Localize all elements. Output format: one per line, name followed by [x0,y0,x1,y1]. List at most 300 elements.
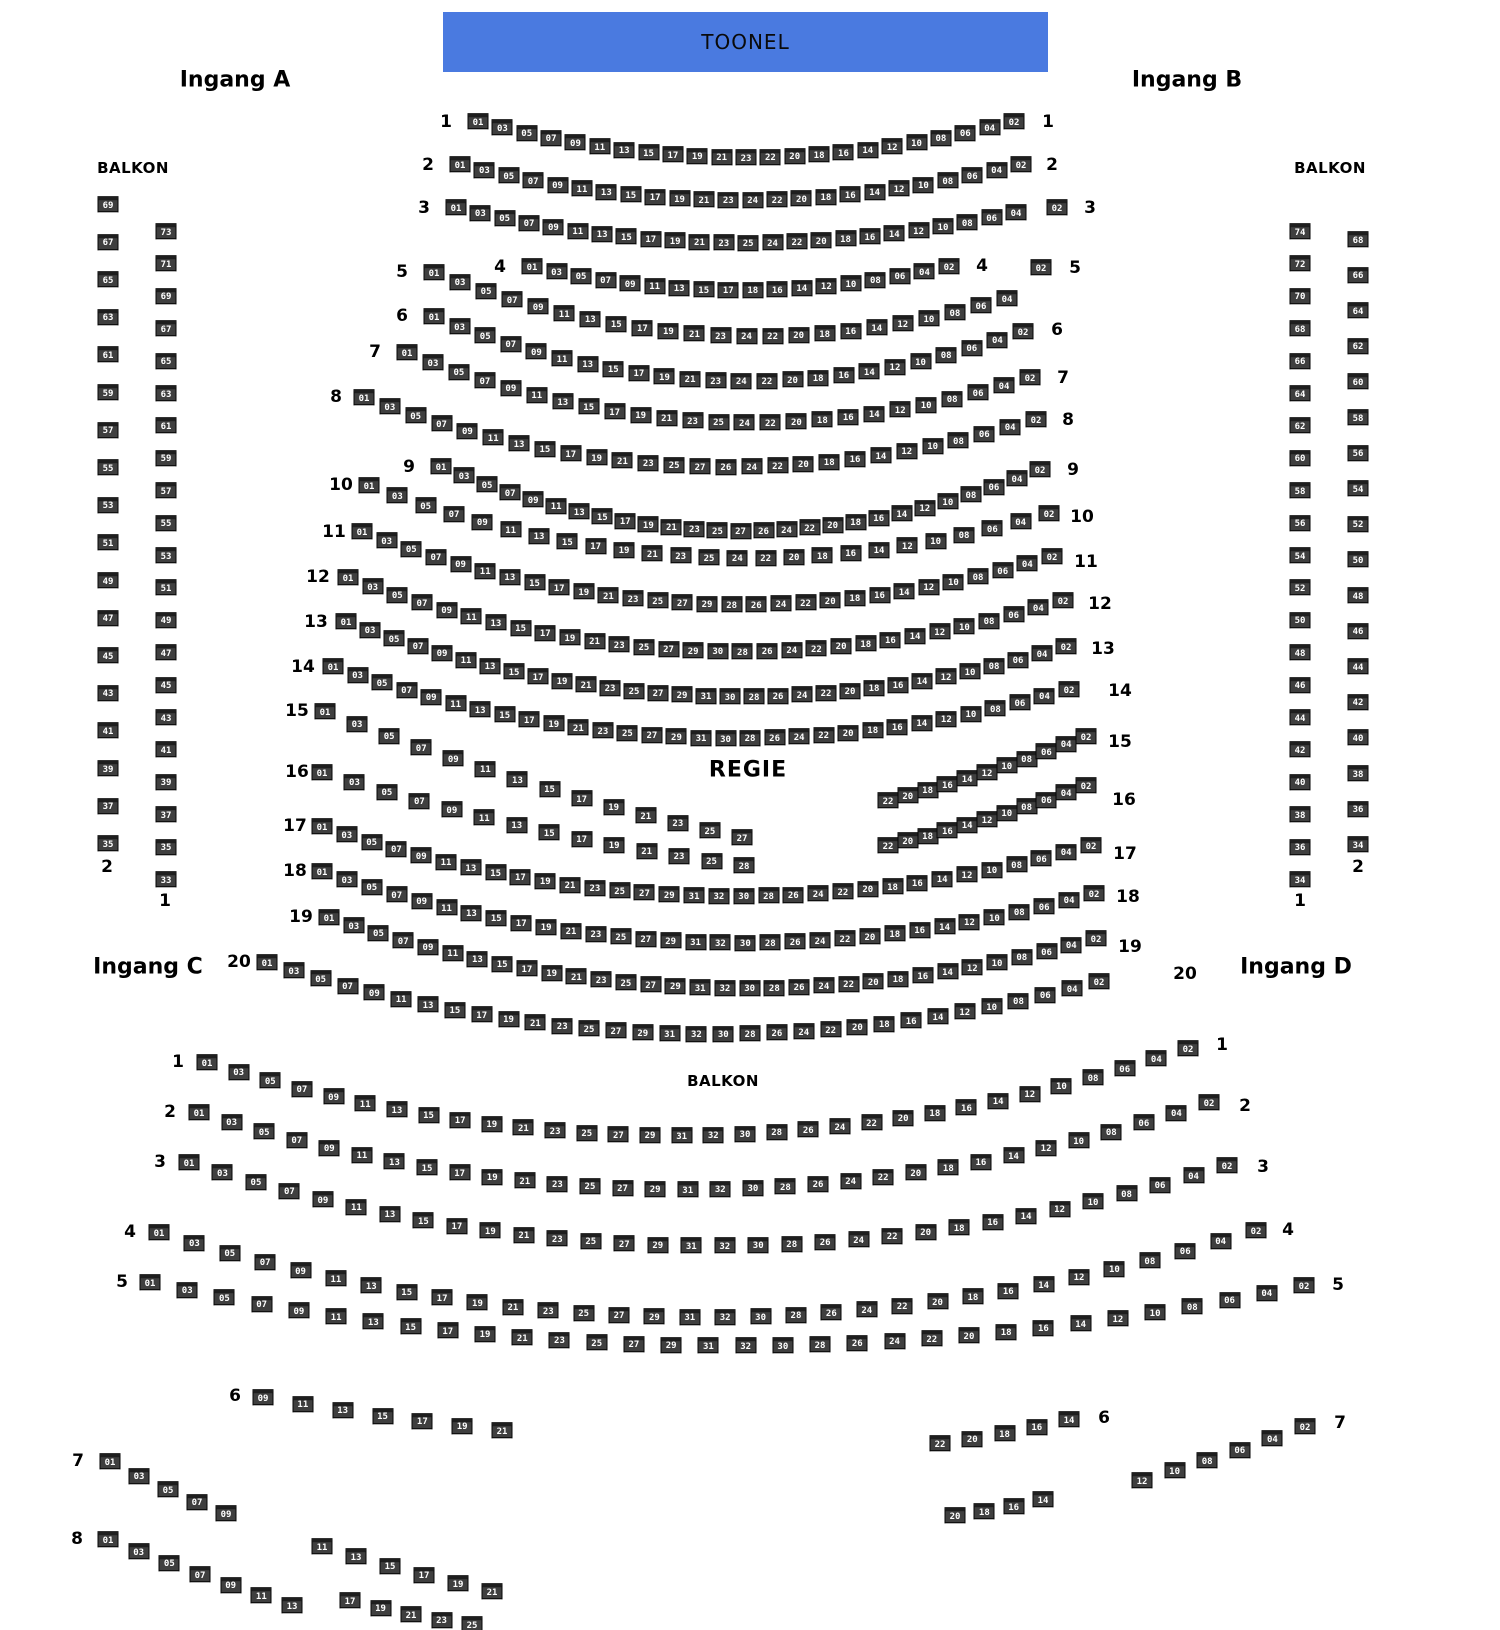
seat[interactable]: 09 [436,602,457,618]
seat[interactable]: 10 [906,135,927,151]
seat[interactable]: 17 [571,831,592,847]
seat[interactable]: 19 [481,1116,502,1132]
seat[interactable]: 16 [840,323,861,339]
seat[interactable]: 02 [1084,885,1105,901]
seat[interactable]: 32 [735,1338,756,1354]
seat[interactable]: 06 [992,562,1013,578]
seat[interactable]: 27 [730,523,751,539]
seat[interactable]: 41 [98,723,119,739]
seat[interactable]: 02 [1039,505,1060,521]
seat[interactable]: 24 [848,1231,869,1247]
seat[interactable]: 14 [927,1008,948,1024]
seat[interactable]: 21 [689,234,710,250]
seat[interactable]: 23 [638,455,659,471]
seat[interactable]: 15 [444,1002,465,1018]
seat[interactable]: 28 [758,888,779,904]
seat[interactable]: 30 [734,1126,755,1142]
seat[interactable]: 31 [659,1025,680,1041]
seat[interactable]: 19 [552,673,573,689]
seat[interactable]: 25 [708,414,729,430]
seat[interactable]: 02 [1047,199,1068,215]
seat[interactable]: 16 [956,1099,977,1115]
seat[interactable]: 30 [720,688,741,704]
seat[interactable]: 13 [384,1153,405,1169]
seat[interactable]: 25 [610,929,631,945]
seat[interactable]: 26 [768,688,789,704]
seat[interactable]: 05 [361,834,382,850]
seat[interactable]: 69 [98,196,119,212]
seat[interactable]: 23 [669,848,690,864]
seat[interactable]: 32 [714,1238,735,1254]
seat[interactable]: 18 [808,370,829,386]
seat[interactable]: 13 [363,1313,384,1329]
seat[interactable]: 12 [954,1004,975,1020]
seat[interactable]: 03 [454,468,475,484]
seat[interactable]: 58 [1348,409,1369,425]
seat[interactable]: 04 [1032,645,1053,661]
seat[interactable]: 23 [710,327,731,343]
seat[interactable]: 11 [436,854,457,870]
seat[interactable]: 09 [443,750,464,766]
seat[interactable]: 03 [470,205,491,221]
seat[interactable]: 64 [1348,302,1369,318]
seat[interactable]: 02 [1076,728,1097,744]
seat[interactable]: 10 [1164,1463,1185,1479]
seat[interactable]: 29 [645,1181,666,1197]
seat[interactable]: 41 [156,742,177,758]
seat[interactable]: 20 [897,833,918,849]
seat[interactable]: 15 [372,1408,393,1424]
seat[interactable]: 52 [1348,516,1369,532]
seat[interactable]: 23 [591,972,612,988]
seat[interactable]: 06 [1229,1442,1250,1458]
seat[interactable]: 24 [829,1118,850,1134]
seat[interactable]: 19 [475,1326,496,1342]
seat[interactable]: 02 [1042,548,1063,564]
seat[interactable]: 19 [448,1575,469,1591]
seat[interactable]: 14 [857,142,878,158]
seat[interactable]: 05 [477,476,498,492]
seat[interactable]: 19 [603,799,624,815]
seat[interactable]: 25 [609,882,630,898]
seat[interactable]: 43 [156,709,177,725]
seat[interactable]: 12 [889,181,910,197]
seat[interactable]: 13 [529,528,550,544]
seat[interactable]: 29 [666,729,687,745]
seat[interactable]: 14 [891,505,912,521]
seat[interactable]: 06 [1031,850,1052,866]
seat[interactable]: 18 [996,1324,1017,1340]
seat[interactable]: 23 [609,636,630,652]
seat[interactable]: 08 [1101,1124,1122,1140]
seat[interactable]: 20 [927,1294,948,1310]
seat[interactable]: 19 [482,1169,503,1185]
seat[interactable]: 27 [648,685,669,701]
seat[interactable]: 04 [1028,600,1049,616]
seat[interactable]: 03 [449,318,470,334]
seat[interactable]: 22 [799,520,820,536]
seat[interactable]: 29 [697,596,718,612]
seat[interactable]: 11 [346,1199,367,1215]
seat[interactable]: 12 [918,579,939,595]
seat[interactable]: 05 [475,328,496,344]
seat[interactable]: 03 [129,1468,150,1484]
seat[interactable]: 04 [987,332,1008,348]
seat[interactable]: 05 [254,1123,275,1139]
seat[interactable]: 02 [939,258,960,274]
seat[interactable]: 04 [1010,513,1031,529]
seat[interactable]: 49 [156,612,177,628]
seat[interactable]: 10 [1051,1078,1072,1094]
seat[interactable]: 12 [959,914,980,930]
seat[interactable]: 06 [1035,987,1056,1003]
seat[interactable]: 22 [760,149,781,165]
seat[interactable]: 21 [612,453,633,469]
seat[interactable]: 44 [1290,709,1311,725]
seat[interactable]: 21 [684,326,705,342]
seat[interactable]: 01 [312,818,333,834]
seat[interactable]: 12 [962,959,983,975]
seat[interactable]: 13 [282,1597,303,1613]
seat[interactable]: 10 [932,219,953,235]
seat[interactable]: 23 [667,815,688,831]
seat[interactable]: 16 [833,144,854,160]
seat[interactable]: 14 [791,280,812,296]
seat[interactable]: 45 [98,647,119,663]
seat[interactable]: 17 [549,579,570,595]
seat[interactable]: 60 [1290,450,1311,466]
seat[interactable]: 17 [446,1218,467,1234]
seat[interactable]: 12 [882,138,903,154]
seat[interactable]: 07 [393,932,414,948]
seat[interactable]: 09 [450,556,471,572]
seat[interactable]: 07 [444,506,465,522]
seat[interactable]: 03 [336,871,357,887]
seat[interactable]: 14 [866,319,887,335]
seat[interactable]: 62 [1348,338,1369,354]
seat[interactable]: 72 [1290,256,1311,272]
seat[interactable]: 01 [424,308,445,324]
seat[interactable]: 25 [707,522,728,538]
seat[interactable]: 02 [1178,1040,1199,1056]
seat[interactable]: 04 [979,119,1000,135]
seat[interactable]: 20 [811,232,832,248]
seat[interactable]: 13 [580,311,601,327]
seat[interactable]: 31 [690,979,711,995]
seat[interactable]: 03 [283,963,304,979]
seat[interactable]: 13 [669,280,690,296]
seat[interactable]: 04 [1056,736,1077,752]
seat[interactable]: 07 [523,173,544,189]
seat[interactable]: 01 [397,344,418,360]
seat[interactable]: 40 [1348,730,1369,746]
seat[interactable]: 62 [1290,418,1311,434]
seat[interactable]: 23 [584,880,605,896]
seat[interactable]: 03 [347,667,368,683]
seat[interactable]: 08 [1116,1186,1137,1202]
seat[interactable]: 08 [936,347,957,363]
seat[interactable]: 22 [820,1021,841,1037]
seat[interactable]: 65 [98,271,119,287]
seat[interactable]: 16 [845,451,866,467]
seat[interactable]: 57 [98,422,119,438]
seat[interactable]: 09 [319,1140,340,1156]
seat[interactable]: 06 [1036,792,1057,808]
seat[interactable]: 05 [368,925,389,941]
seat[interactable]: 12 [929,624,950,640]
seat[interactable]: 23 [549,1332,570,1348]
seat[interactable]: 17 [519,711,540,727]
seat[interactable]: 06 [1034,898,1055,914]
seat[interactable]: 05 [376,784,397,800]
seat[interactable]: 34 [1290,871,1311,887]
seat[interactable]: 15 [486,910,507,926]
seat[interactable]: 21 [513,1227,534,1243]
seat[interactable]: 05 [401,541,422,557]
seat[interactable]: 13 [461,905,482,921]
seat[interactable]: 24 [731,373,752,389]
seat[interactable]: 09 [528,299,549,315]
seat[interactable]: 12 [816,278,837,294]
seat[interactable]: 06 [1036,744,1057,760]
seat[interactable]: 15 [539,824,560,840]
seat[interactable]: 16 [833,367,854,383]
seat[interactable]: 13 [467,951,488,967]
seat[interactable]: 08 [1182,1299,1203,1315]
seat[interactable]: 27 [605,1023,626,1039]
seat[interactable]: 37 [156,806,177,822]
seat[interactable]: 11 [500,521,521,537]
seat[interactable]: 09 [523,491,544,507]
seat[interactable]: 03 [387,488,408,504]
seat[interactable]: 60 [1348,374,1369,390]
seat[interactable]: 29 [647,1237,668,1253]
seat[interactable]: 19 [467,1294,488,1310]
seat[interactable]: 11 [355,1095,376,1111]
seat[interactable]: 02 [1013,323,1034,339]
seat[interactable]: 74 [1290,223,1311,239]
seat[interactable]: 06 [1150,1177,1171,1193]
seat[interactable]: 28 [785,1307,806,1323]
seat[interactable]: 23 [713,235,734,251]
seat[interactable]: 19 [614,542,635,558]
seat[interactable]: 17 [640,231,661,247]
seat[interactable]: 07 [411,595,432,611]
seat[interactable]: 09 [620,275,641,291]
seat[interactable]: 67 [156,320,177,336]
seat[interactable]: 27 [640,976,661,992]
seat[interactable]: 19 [452,1418,473,1434]
seat[interactable]: 18 [917,828,938,844]
seat[interactable]: 28 [764,980,785,996]
seat[interactable]: 24 [792,687,813,703]
seat[interactable]: 22 [882,1228,903,1244]
seat[interactable]: 27 [634,885,655,901]
seat[interactable]: 04 [1056,785,1077,801]
seat[interactable]: 28 [760,934,781,950]
seat[interactable]: 08 [944,304,965,320]
seat[interactable]: 38 [1348,765,1369,781]
seat[interactable]: 55 [156,515,177,531]
seat[interactable]: 22 [861,1115,882,1131]
seat[interactable]: 11 [326,1308,347,1324]
seat[interactable]: 08 [1139,1252,1160,1268]
seat[interactable]: 02 [1089,973,1110,989]
seat[interactable]: 07 [286,1132,307,1148]
seat[interactable]: 08 [1011,949,1032,965]
seat[interactable]: 13 [361,1277,382,1293]
seat[interactable]: 23 [684,521,705,537]
seat[interactable]: 64 [1290,385,1311,401]
seat[interactable]: 12 [890,402,911,418]
seat[interactable]: 23 [547,1230,568,1246]
seat[interactable]: 30 [772,1337,793,1353]
seat[interactable]: 22 [873,1169,894,1185]
seat[interactable]: 37 [98,798,119,814]
seat[interactable]: 09 [323,1088,344,1104]
seat[interactable]: 18 [874,1016,895,1032]
seat[interactable]: 08 [937,173,958,189]
seat[interactable]: 12 [977,764,998,780]
seat[interactable]: 21 [568,719,589,735]
seat[interactable]: 14 [864,184,885,200]
seat[interactable]: 07 [337,978,358,994]
seat[interactable]: 50 [1348,552,1369,568]
seat[interactable]: 11 [436,899,457,915]
seat[interactable]: 17 [412,1413,433,1429]
seat[interactable]: 11 [325,1270,346,1286]
seat[interactable]: 18 [809,147,830,163]
seat[interactable]: 13 [386,1101,407,1117]
seat[interactable]: 17 [432,1290,453,1306]
seat[interactable]: 08 [1083,1070,1104,1086]
seat[interactable]: 16 [888,677,909,693]
seat[interactable]: 21 [514,1173,535,1189]
seat[interactable]: 19 [638,516,659,532]
seat[interactable]: 29 [659,886,680,902]
seat[interactable]: 24 [781,642,802,658]
seat[interactable]: 27 [609,1307,630,1323]
seat[interactable]: 17 [585,538,606,554]
seat[interactable]: 10 [943,574,964,590]
seat[interactable]: 45 [156,677,177,693]
seat[interactable]: 24 [770,596,791,612]
seat[interactable]: 04 [1146,1051,1167,1067]
seat[interactable]: 02 [1011,156,1032,172]
seat[interactable]: 18 [845,514,866,530]
seat[interactable]: 02 [1246,1222,1267,1238]
seat[interactable]: 01 [352,523,373,539]
seat[interactable]: 54 [1290,547,1311,563]
seat[interactable]: 04 [1061,937,1082,953]
seat[interactable]: 36 [1290,839,1311,855]
seat[interactable]: 07 [386,841,407,857]
seat[interactable]: 18 [844,590,865,606]
seat[interactable]: 29 [644,1308,665,1324]
seat[interactable]: 05 [379,728,400,744]
seat[interactable]: 03 [360,622,381,638]
seat[interactable]: 02 [1294,1277,1315,1293]
seat[interactable]: 13 [460,859,481,875]
seat[interactable]: 68 [1348,231,1369,247]
seat[interactable]: 01 [149,1224,170,1240]
seat[interactable]: 25 [647,593,668,609]
seat[interactable]: 06 [981,209,1002,225]
seat[interactable]: 55 [98,459,119,475]
seat[interactable]: 20 [793,456,814,472]
seat[interactable]: 18 [835,231,856,247]
seat[interactable]: 15 [492,956,513,972]
seat[interactable]: 11 [312,1538,333,1554]
seat[interactable]: 22 [834,931,855,947]
seat[interactable]: 05 [516,125,537,141]
seat[interactable]: 01 [323,658,344,674]
seat[interactable]: 27 [672,594,693,610]
seat[interactable]: 11 [571,181,592,197]
seat[interactable]: 21 [642,545,663,561]
seat[interactable]: 10 [1145,1305,1166,1321]
seat[interactable]: 27 [623,1336,644,1352]
seat[interactable]: 20 [859,928,880,944]
seat[interactable]: 26 [715,459,736,475]
seat[interactable]: 13 [577,356,598,372]
seat[interactable]: 01 [522,258,543,274]
seat[interactable]: 31 [679,1309,700,1325]
seat[interactable]: 22 [816,685,837,701]
seat[interactable]: 08 [865,272,886,288]
seat[interactable]: 23 [736,149,757,165]
seat[interactable]: 43 [98,685,119,701]
seat[interactable]: 20 [838,725,859,741]
seat[interactable]: 28 [775,1178,796,1194]
seat[interactable]: 53 [156,547,177,563]
seat[interactable]: 15 [606,316,627,332]
seat[interactable]: 30 [715,730,736,746]
seat[interactable]: 03 [343,917,364,933]
seat[interactable]: 09 [288,1302,309,1318]
seat[interactable]: 08 [1016,799,1037,815]
seat[interactable]: 01 [257,954,278,970]
seat[interactable]: 15 [539,781,560,797]
seat[interactable]: 08 [979,613,1000,629]
seat[interactable]: 08 [1008,993,1029,1009]
seat[interactable]: 21 [513,1120,534,1136]
seat[interactable]: 47 [98,610,119,626]
seat[interactable]: 20 [893,1110,914,1126]
seat[interactable]: 48 [1290,644,1311,660]
seat[interactable]: 01 [319,909,340,925]
seat[interactable]: 17 [516,961,537,977]
seat[interactable]: 09 [547,177,568,193]
seat[interactable]: 04 [994,377,1015,393]
seat[interactable]: 24 [789,728,810,744]
seat[interactable]: 14 [1059,1411,1080,1427]
seat[interactable]: 23 [547,1176,568,1192]
seat[interactable]: 23 [718,192,739,208]
seat[interactable]: 40 [1290,774,1311,790]
seat[interactable]: 10 [1083,1194,1104,1210]
seat[interactable]: 16 [907,875,928,891]
seat[interactable]: 17 [449,1164,470,1180]
seat[interactable]: 15 [504,663,525,679]
seat[interactable]: 07 [291,1081,312,1097]
seat[interactable]: 26 [789,979,810,995]
seat[interactable]: 17 [535,625,556,641]
seat[interactable]: 18 [742,282,763,298]
seat[interactable]: 47 [156,644,177,660]
seat[interactable]: 66 [1348,267,1369,283]
seat[interactable]: 35 [156,839,177,855]
